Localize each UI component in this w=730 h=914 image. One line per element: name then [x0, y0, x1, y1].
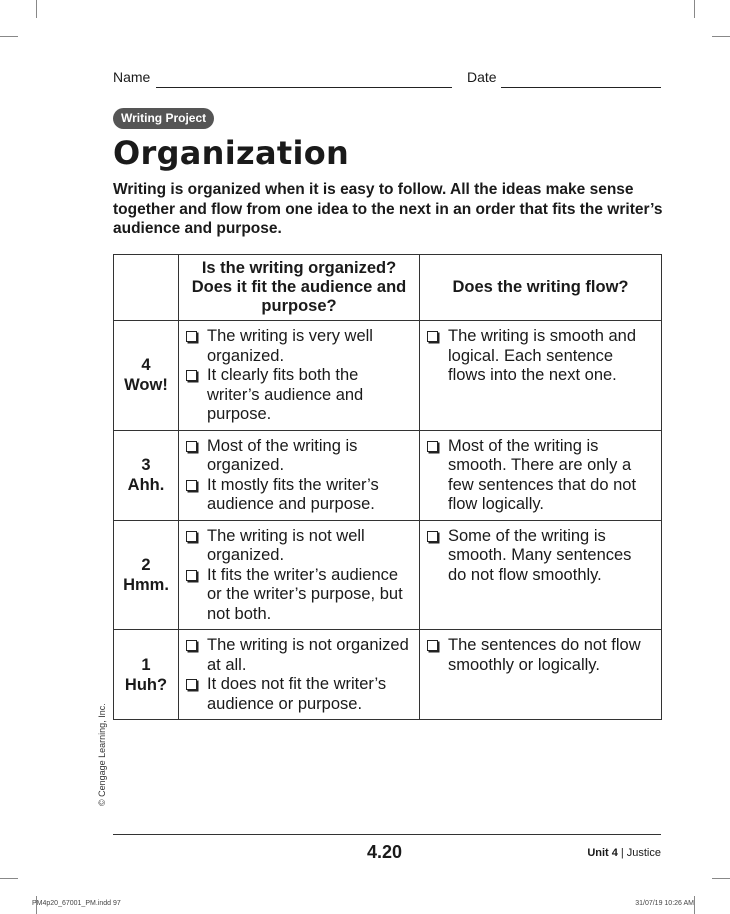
organized-cell: [179, 430, 420, 520]
checkbox-icon[interactable]: [427, 331, 438, 342]
criterion-item: [185, 675, 412, 714]
name-date-row: [113, 68, 661, 90]
criterion-text: It mostly fits the writer’s audience and purpose.: [207, 475, 379, 513]
score-cell: [114, 321, 179, 431]
criterion-item: [185, 476, 412, 515]
score-number: 2: [141, 555, 151, 574]
section-badge: Writing Project: [113, 108, 214, 129]
rubric-corner-cell: [114, 255, 179, 321]
checkbox-icon[interactable]: [427, 640, 438, 651]
checkbox-icon[interactable]: [186, 570, 197, 581]
crop-mark: [0, 36, 18, 37]
score-cell: [114, 630, 179, 720]
criterion-text: The writing is not well organized.: [207, 526, 365, 564]
crop-mark: [694, 0, 695, 18]
intro-paragraph: Writing is organized when it is easy to follow. All the ideas make sense together and flow from one idea to the next in an order that fits the writer’s audience and purpose.: [113, 181, 663, 237]
criterion-item: [185, 636, 412, 675]
organized-cell: [179, 321, 420, 431]
copyright-notice: © Cengage Learning, Inc.: [97, 703, 107, 806]
score-number: 1: [141, 655, 151, 674]
page-title: Organization: [113, 134, 350, 172]
criterion-item: [426, 327, 654, 386]
score-cell: [114, 520, 179, 630]
criterion-item: [426, 437, 654, 515]
checkbox-icon[interactable]: [186, 441, 197, 452]
footer-divider: [113, 834, 661, 835]
rubric-table: [113, 254, 662, 720]
name-field[interactable]: [156, 87, 452, 88]
column-header-flow: Does the writing flow?: [420, 255, 662, 321]
criterion-text: Most of the writing is smooth. There are only a few sentences that do not flow logically.: [448, 436, 637, 513]
rubric-row: [114, 520, 662, 630]
criterion-item: [185, 527, 412, 566]
flow-cell: [420, 630, 662, 720]
score-label: Huh?: [124, 675, 168, 694]
date-label: Date: [467, 69, 497, 85]
score-cell: [114, 430, 179, 520]
criterion-item: [185, 366, 412, 425]
flow-cell: [420, 430, 662, 520]
unit-separator: |: [620, 847, 624, 859]
rubric-header-row: [114, 255, 662, 321]
organized-cell: [179, 630, 420, 720]
criterion-text: It fits the writer’s audience or the writer’s purpose, but not both.: [207, 565, 403, 623]
checkbox-icon[interactable]: [186, 640, 197, 651]
criterion-item: [185, 327, 412, 366]
criterion-item: [426, 636, 654, 675]
checkbox-icon[interactable]: [186, 370, 197, 381]
organized-cell: [179, 520, 420, 630]
criterion-text: Some of the writing is smooth. Many sentences do not flow smoothly.: [448, 526, 632, 584]
criterion-text: It does not fit the writer’s audience or purpose.: [207, 675, 387, 713]
crop-mark: [36, 0, 37, 18]
unit-label: [587, 847, 661, 859]
name-label: Name: [113, 69, 151, 85]
checkbox-icon[interactable]: [186, 679, 197, 690]
crop-mark: [0, 878, 18, 879]
unit-theme: Justice: [626, 847, 661, 859]
checkbox-icon[interactable]: [186, 331, 197, 342]
criterion-text: Most of the writing is organized.: [207, 436, 358, 474]
criterion-text: The writing is not organized at all.: [207, 636, 409, 674]
criterion-text: The sentences do not flow smoothly or logically.: [448, 636, 641, 674]
page-number: 4.20: [367, 842, 403, 862]
date-field[interactable]: [501, 87, 661, 88]
flow-cell: [420, 520, 662, 630]
score-label: Ahh.: [127, 476, 165, 494]
print-slug-timestamp: 31/07/19 10:26 AM: [635, 900, 694, 907]
criterion-text: The writing is smooth and logical. Each sentence flows into the next one.: [448, 327, 637, 384]
criterion-item: [185, 437, 412, 476]
score-number: 3: [141, 456, 151, 474]
checkbox-icon[interactable]: [186, 480, 197, 491]
criterion-item: [185, 566, 412, 625]
criterion-text: It clearly fits both the writer’s audience and purpose.: [207, 366, 364, 423]
rubric-row: [114, 430, 662, 520]
score-number: 4: [141, 356, 151, 375]
criterion-text: The writing is very well organized.: [207, 327, 373, 365]
checkbox-icon[interactable]: [186, 531, 197, 542]
score-label: Hmm.: [123, 575, 169, 594]
column-header-organized: Is the writing organized? Does it fit the audience and purpose?: [179, 255, 420, 321]
crop-mark: [712, 878, 730, 879]
rubric-row: [114, 630, 662, 720]
crop-mark: [712, 36, 730, 37]
unit-name: Unit 4: [587, 847, 618, 859]
criterion-item: [426, 527, 654, 586]
flow-cell: [420, 321, 662, 431]
print-slug-file: PM4p20_67001_PM.indd 97: [32, 900, 121, 907]
crop-mark: [694, 896, 695, 914]
checkbox-icon[interactable]: [427, 441, 438, 452]
rubric-row: [114, 321, 662, 431]
score-label: Wow!: [124, 376, 168, 395]
checkbox-icon[interactable]: [427, 531, 438, 542]
